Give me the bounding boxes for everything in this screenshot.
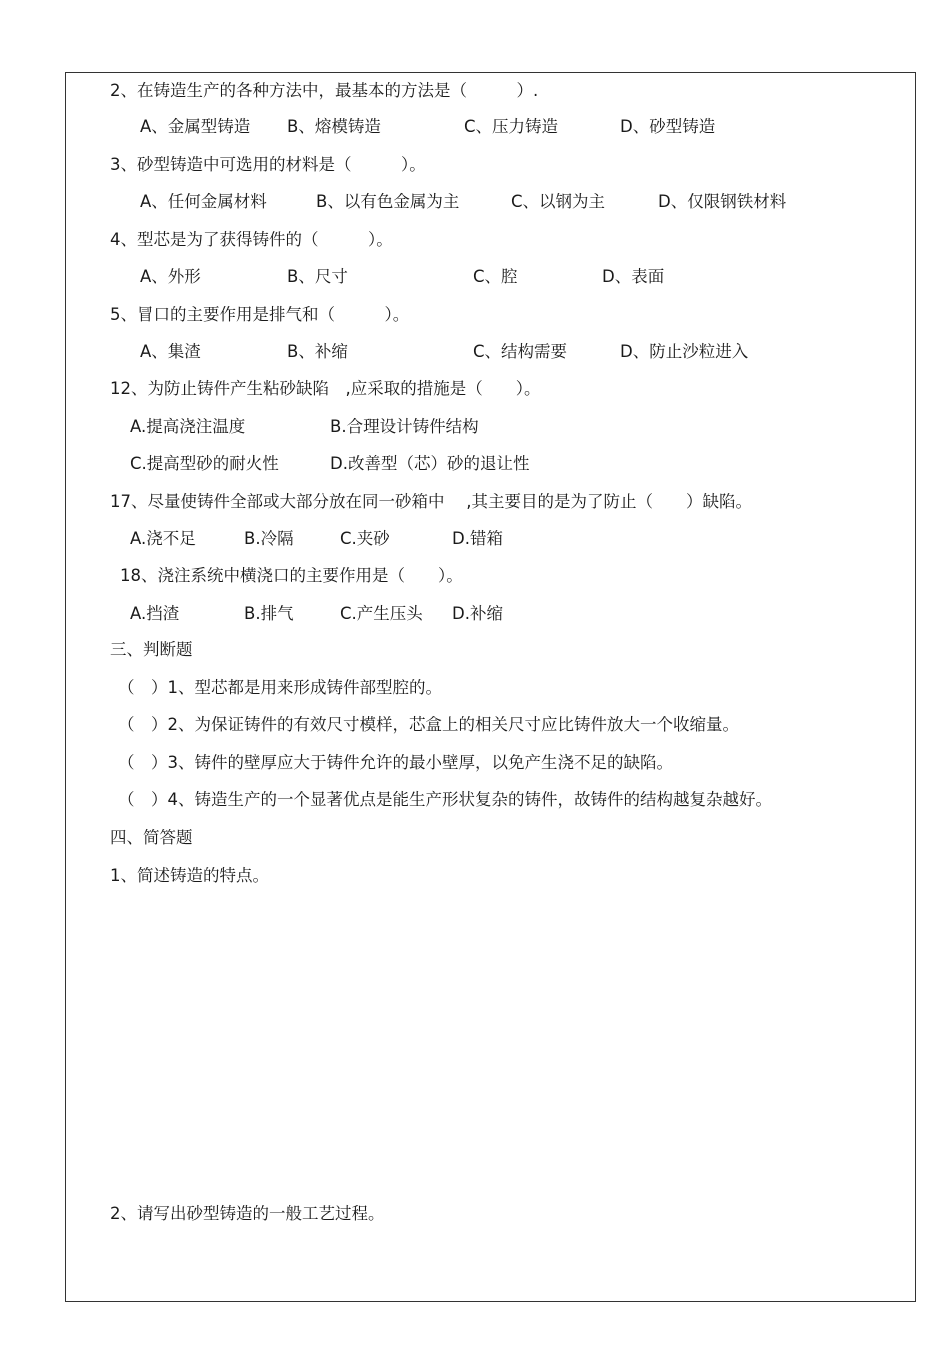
question-18-option-c: C.产生压头 [340, 604, 423, 623]
question-4-option-d: D、表面 [602, 267, 665, 286]
question-3-option-c: C、以钢为主 [511, 192, 606, 211]
question-3-stem: 3、砂型铸造中可选用的材料是（ ）。 [110, 155, 426, 174]
question-18-option-d: D.补缩 [452, 604, 503, 623]
question-5-option-c: C、结构需要 [473, 342, 568, 361]
section-3-title: 三、判断题 [110, 640, 193, 659]
question-5-option-d: D、防止沙粒进入 [620, 342, 749, 361]
question-12-option-c: C.提高型砂的耐火性 [130, 454, 279, 473]
question-5-option-b: B、补缩 [287, 342, 348, 361]
question-17-stem: 17、尽量使铸件全部或大部分放在同一砂箱中 ,其主要目的是为了防止（ ）缺陷。 [110, 492, 752, 511]
question-2-stem: 2、在铸造生产的各种方法中，最基本的方法是（ ）. [110, 81, 539, 100]
short-answer-1: 1、简述铸造的特点。 [110, 866, 269, 885]
judgment-item-4: （ ）4、铸造生产的一个显著优点是能生产形状复杂的铸件，故铸件的结构越复杂越好。 [118, 790, 772, 809]
question-4-option-b: B、尺寸 [287, 267, 348, 286]
question-2-option-d: D、砂型铸造 [620, 117, 716, 136]
question-4-option-a: A、外形 [140, 267, 201, 286]
question-12-stem: 12、为防止铸件产生粘砂缺陷 ,应采取的措施是（ ）。 [110, 379, 541, 398]
question-12-option-b: B.合理设计铸件结构 [330, 417, 479, 436]
question-4-stem: 4、型芯是为了获得铸件的（ ）。 [110, 230, 393, 249]
question-17-option-d: D.错箱 [452, 529, 503, 548]
question-12-option-d: D.改善型（芯）砂的退让性 [330, 454, 530, 473]
question-2-option-b: B、熔模铸造 [287, 117, 381, 136]
question-3-option-b: B、以有色金属为主 [316, 192, 460, 211]
section-4-title: 四、简答题 [110, 828, 193, 847]
question-2-option-a: A、金属型铸造 [140, 117, 251, 136]
question-4-option-c: C、腔 [473, 267, 518, 286]
judgment-item-2: （ ）2、为保证铸件的有效尺寸模样，芯盒上的相关尺寸应比铸件放大一个收缩量。 [118, 715, 739, 734]
short-answer-2: 2、请写出砂型铸造的一般工艺过程。 [110, 1204, 385, 1223]
question-17-option-c: C.夹砂 [340, 529, 390, 548]
judgment-item-1: （ ）1、型芯都是用来形成铸件部型腔的。 [118, 678, 442, 697]
question-17-option-a: A.浇不足 [130, 529, 196, 548]
judgment-item-3: （ ）3、铸件的壁厚应大于铸件允许的最小壁厚，以免产生浇不足的缺陷。 [118, 753, 673, 772]
question-3-option-a: A、任何金属材料 [140, 192, 267, 211]
question-12-option-a: A.提高浇注温度 [130, 417, 246, 436]
question-17-option-b: B.冷隔 [244, 529, 294, 548]
question-5-option-a: A、集渣 [140, 342, 201, 361]
question-2-option-c: C、压力铸造 [464, 117, 559, 136]
question-18-stem: 18、浇注系统中横浇口的主要作用是（ ）。 [120, 566, 463, 585]
question-18-option-b: B.排气 [244, 604, 294, 623]
question-3-option-d: D、仅限钢铁材料 [658, 192, 787, 211]
question-5-stem: 5、冒口的主要作用是排气和（ ）。 [110, 305, 410, 324]
question-18-option-a: A.挡渣 [130, 604, 180, 623]
